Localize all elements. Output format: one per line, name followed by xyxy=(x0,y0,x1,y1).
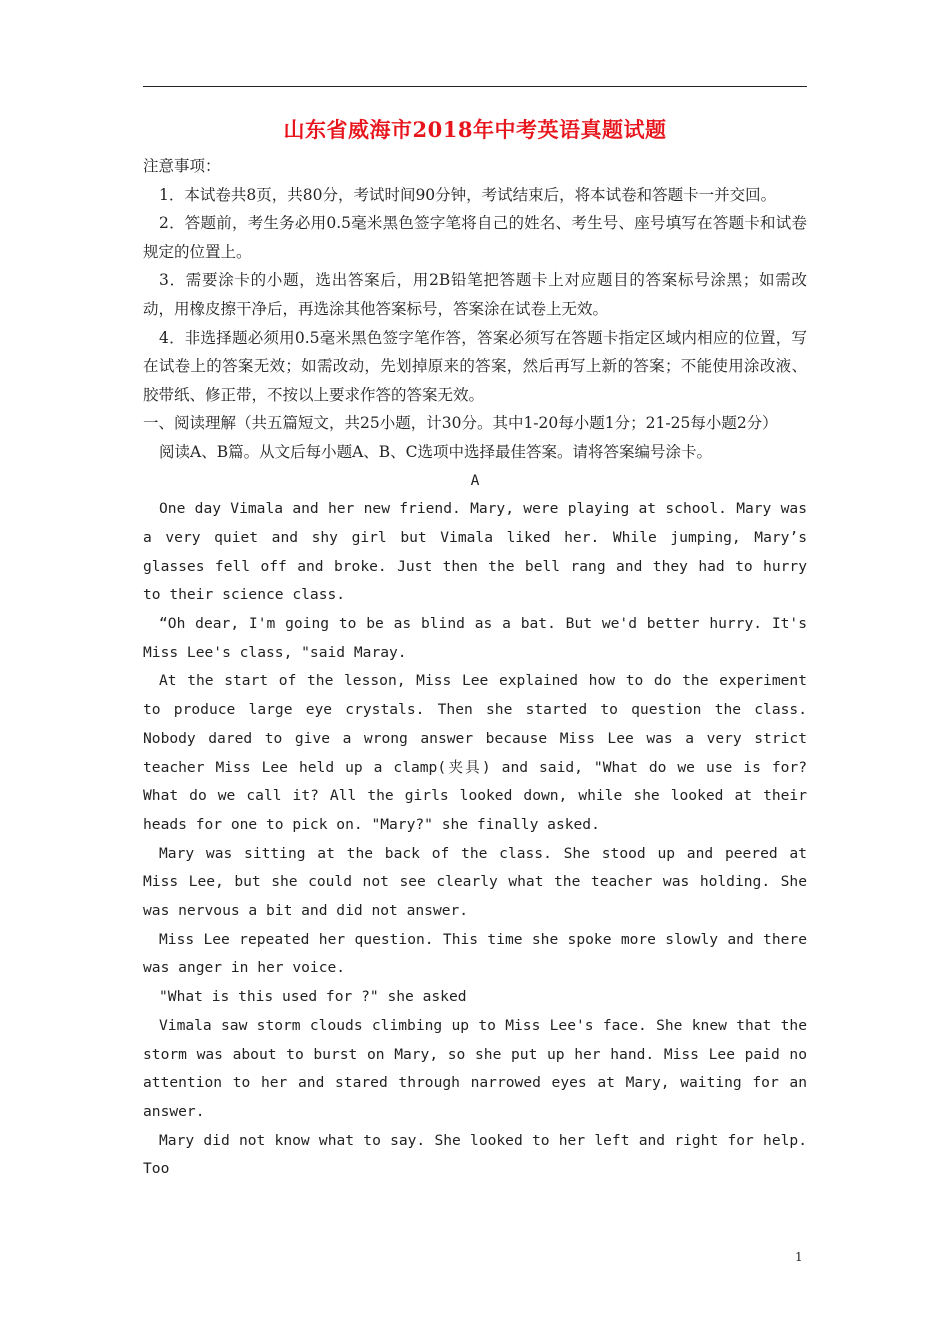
passage-a xyxy=(143,467,807,1185)
passage-paragraph: "What is this used for ?" she asked xyxy=(159,988,467,1006)
notice-item: 2．答题前，考生务必用0.5毫米黑色签字笔将自己的姓名、考生号、座号填写在答题卡和试卷规定的位置上。 xyxy=(143,214,807,261)
notice-heading: 注意事项： xyxy=(143,157,221,175)
notice-item: 4．非选择题必须用0.5毫米黑色签字笔作答，答案必须写在答题卡指定区域内相应的位置，写在试卷上的答案无效；如需改动，先划掉原来的答案，然后再写上新的答案；不能使用涂改液、胶带纸、修正带，不按以上要求作答的答案无效。 xyxy=(143,328,807,404)
passage-paragraph: Mary was sitting at the back of the class. She stood up and peered at Miss Lee, but she could not see clearly what the teacher was holding. She was nervous a bit and did not answer. xyxy=(143,844,807,920)
reading-instruction: 阅读A、B篇。从文后每小题A、B、C选项中选择最佳答案。请将答案编号涂卡。 xyxy=(159,442,713,461)
notice-item: 1．本试卷共8页，共80分，考试时间90分钟，考试结束后，将本试卷和答题卡一并交回。 xyxy=(159,185,777,204)
page-number: 1 xyxy=(795,1250,803,1264)
passage-paragraph: “Oh dear, I'm going to be as blind as a bat. But we'd better hurry. It's Miss Lee's class, "said Maray. xyxy=(143,615,807,661)
passage-paragraph: One day Vimala and her new friend. Mary, were playing at school. Mary was a very quiet and shy girl but Vimala liked her. While jumping, Mary’s glasses fell off and broke. Just then the bell rang and they had to hurry to their science class. xyxy=(143,500,807,604)
exam-body xyxy=(143,152,807,1184)
passage-paragraph: Mary did not know what to say. She looked to her left and right for help. Too xyxy=(143,1131,807,1178)
page-title: 山东省威海市2018年中考英语真题试题 xyxy=(283,117,667,142)
passage-paragraph: Vimala saw storm clouds climbing up to Miss Lee's face. She knew that the storm was about to burst on Mary, so she put up her hand. Miss Lee paid no attention to her and stared through narrowed eyes at Mary, waiting for an answer. xyxy=(143,1016,807,1120)
header-rule xyxy=(143,86,807,87)
section-heading: 一、阅读理解（共五篇短文，共25小题，计30分。其中1-20每小题1分；21-25每小题2分） xyxy=(143,414,778,433)
passage-paragraph: At the start of the lesson, Miss Lee explained how to do the experiment to produce large eye crystals. Then she started to question the class. Nobody dared to give a wrong answer because Miss Lee was a very strict teacher Miss Lee held up a clamp(夹具) and said, "What do we use is for? What do we call it? All the girls looked down, while she looked at their heads for one to pick on. "Mary?" she finally asked. xyxy=(143,672,807,833)
passage-paragraph: Miss Lee repeated her question. This time she spoke more slowly and there was anger in her voice. xyxy=(143,930,807,977)
passage-label: A xyxy=(470,471,480,489)
notice-item: 3．需要涂卡的小题，选出答案后，用2B铅笔把答题卡上对应题目的答案标号涂黑；如需改动，用橡皮擦干净后，再选涂其他答案标号，答案涂在试卷上无效。 xyxy=(143,271,807,318)
